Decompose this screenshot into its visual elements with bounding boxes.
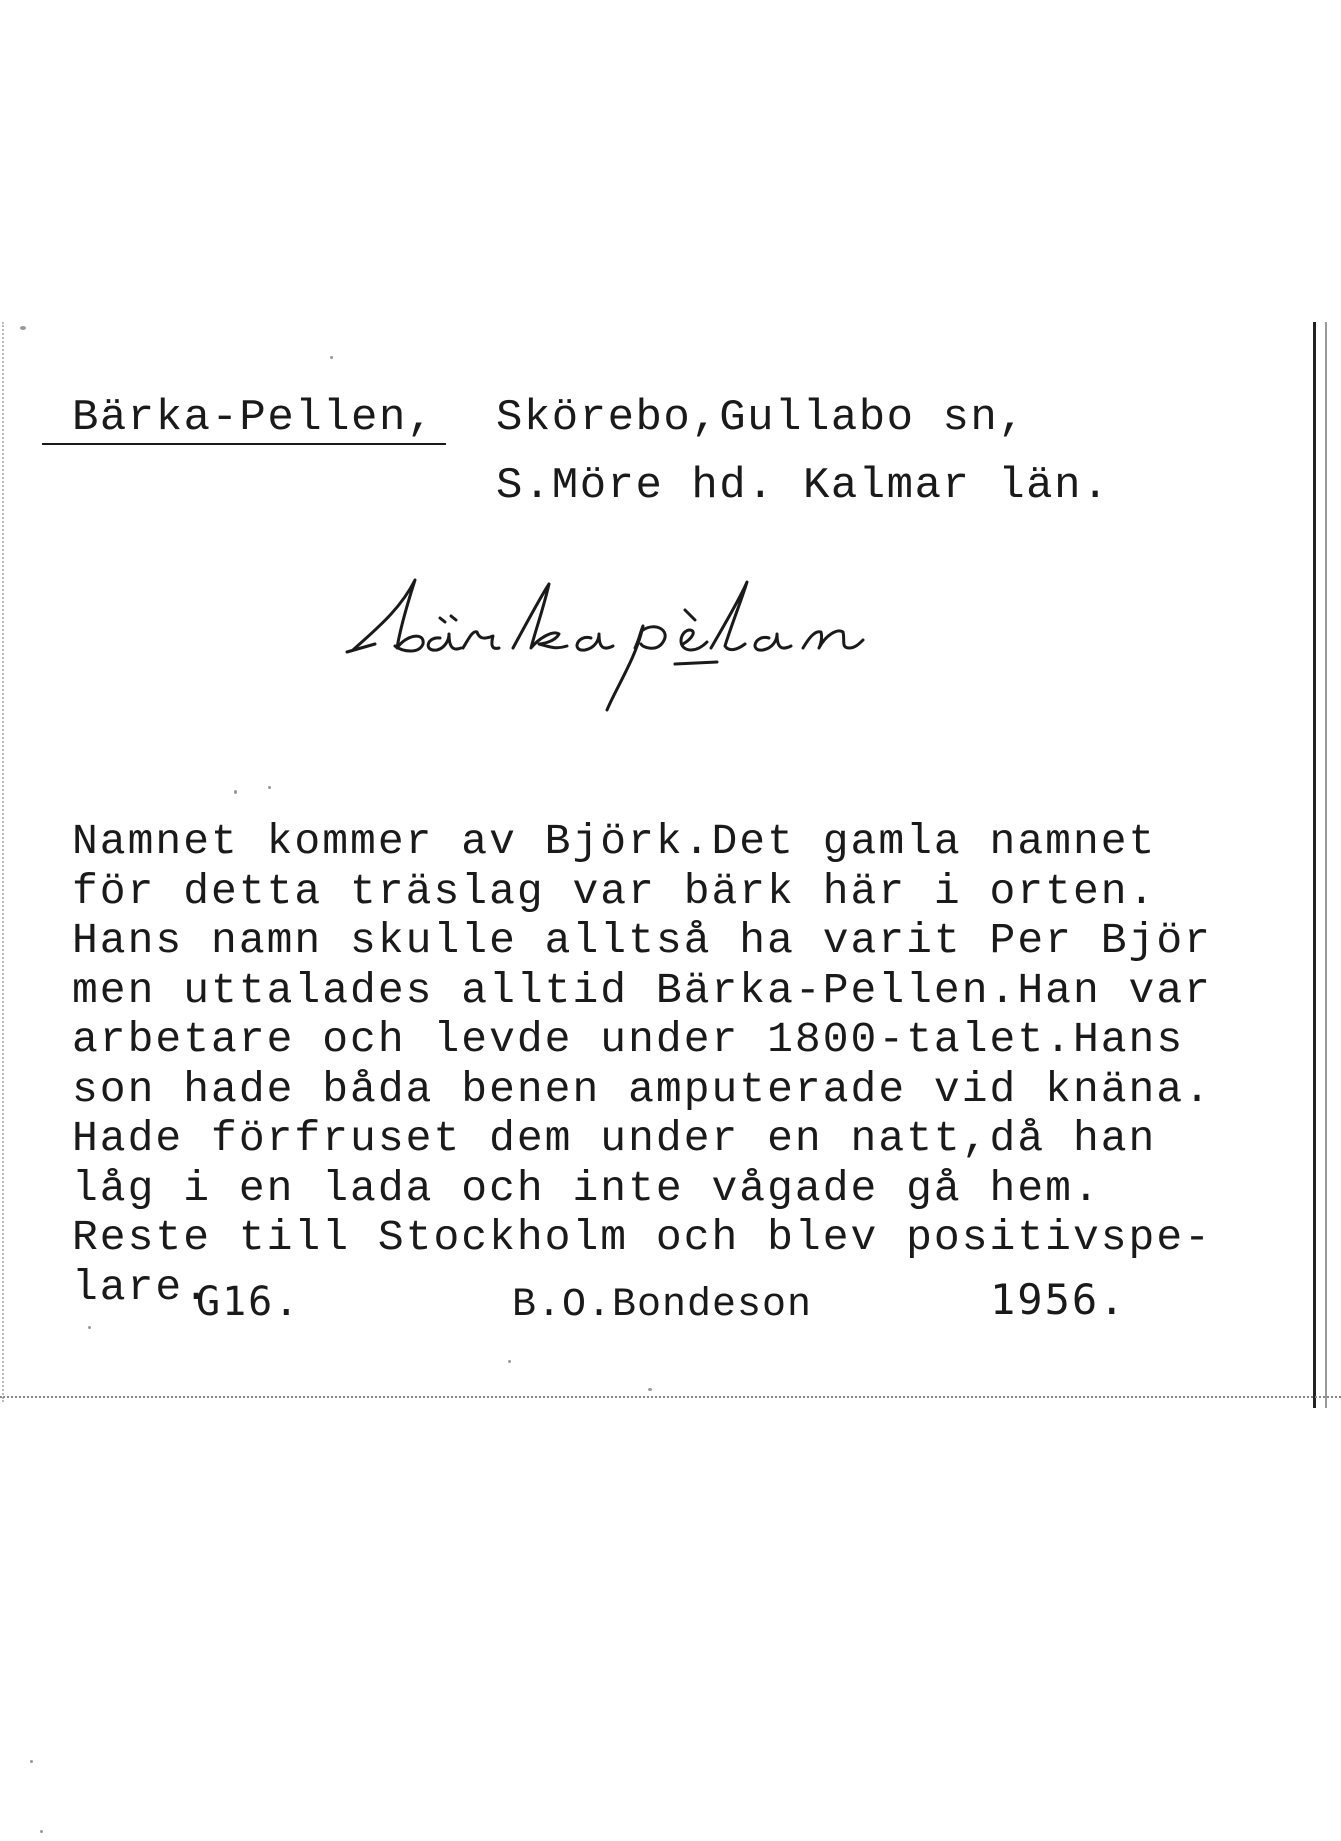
- entry-region: S.Möre hd. Kalmar län.: [496, 461, 1110, 511]
- scan-speck: [20, 326, 26, 330]
- record-number: G16.: [196, 1279, 301, 1325]
- body-line: låg i en lada och inte vågade gå hem.: [72, 1163, 1101, 1213]
- scan-speck: [648, 1388, 652, 1391]
- card-right-edge-shadow: [1325, 322, 1327, 1408]
- body-line: son hade båda benen amputerade vid knäna.: [72, 1064, 1212, 1114]
- body-line: Reste till Stockholm och blev positivspe-: [72, 1213, 1212, 1262]
- scan-speck: [88, 1326, 91, 1329]
- card-left-edge: [2, 322, 4, 1402]
- scan-speck: [40, 1830, 43, 1833]
- handwritten-annotation: [345, 560, 1005, 720]
- entry-name: Bärka-Pellen,: [72, 393, 435, 443]
- scan-speck: [508, 1360, 511, 1363]
- body-line: Hade förfruset dem under en natt,då han: [72, 1114, 1157, 1163]
- card-body-text: [72, 817, 1322, 1312]
- scan-speck: [30, 1760, 33, 1763]
- entry-place: Skörebo,Gullabo sn,: [496, 393, 1027, 443]
- record-year: 1956.: [990, 1275, 1127, 1324]
- collector-name: B.O.Bondeson: [512, 1283, 813, 1328]
- body-line: för detta träslag var bärk här i orten.: [72, 866, 1157, 916]
- entry-name-underline: [42, 443, 446, 445]
- body-line: men uttalades alltid Bärka-Pellen.Han var: [72, 965, 1212, 1015]
- body-line: lare.: [72, 1262, 212, 1312]
- scan-speck: [268, 786, 271, 789]
- body-line: Namnet kommer av Björk.Det gamla namnet: [72, 817, 1157, 866]
- scan-speck: [234, 790, 237, 794]
- body-line: Hans namn skulle alltså ha varit Per Björ: [72, 916, 1212, 965]
- body-line: arbetare och levde under 1800-talet.Hans: [72, 1015, 1185, 1064]
- scan-speck: [330, 356, 333, 359]
- card-bottom-edge: [0, 1396, 1341, 1398]
